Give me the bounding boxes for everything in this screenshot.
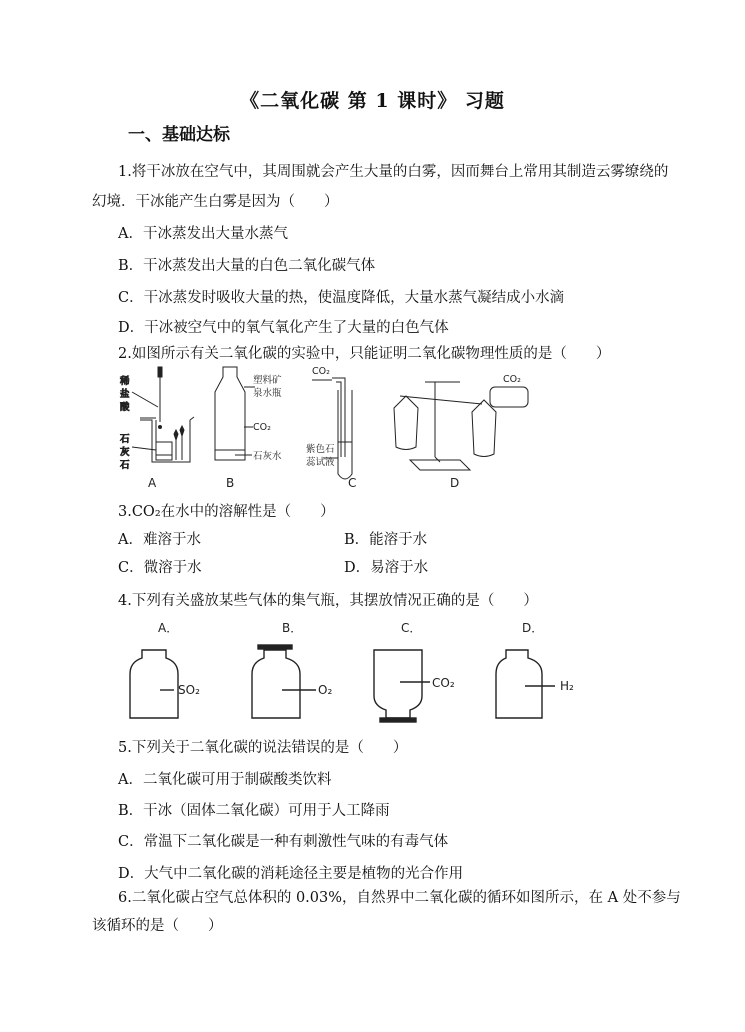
fig-a-label-6: 石 [120,460,130,471]
fig-c-label-2: 紫色石 [306,444,335,455]
bottle-d [496,621,574,718]
question-5-option-d: D．大气中二氧化碳的消耗途径主要是植物的光合作用 [118,866,464,882]
bottle-d-gas-label: H₂ [560,679,574,693]
fig-a-caption: A [148,476,157,490]
figure-a-beaker-apparatus [120,367,194,490]
question-5-text: 5.下列关于二氧化碳的说法错误的是（ ） [118,740,408,756]
fig-b-label-1: 塑料矿 [253,375,282,386]
bottle-b-caption: B． [282,621,303,635]
question-4-figure [120,618,600,728]
question-2-figure [110,362,550,497]
fig-a-label-5: 灰 [120,447,130,458]
bottle-d-caption: D． [522,621,544,635]
question-3-option-d: D．易溶于水 [344,560,429,576]
question-3-option-b: B．能溶于水 [344,532,428,548]
fig-b-label-4: 石灰水 [253,451,282,462]
question-6-text-line1: 6.二氧化碳占空气总体积的 0.03%，自然界中二氧化碳的循环如图所示，在 A 处不参与 [118,890,681,906]
figure-d-balance [394,374,528,490]
question-1-option-a: A．干冰蒸发出大量水蒸气 [118,226,288,242]
fig-c-label-3: 蕊试液 [306,457,335,468]
fig-b-label-3: CO₂ [253,422,271,433]
question-3-option-c: C．微溶于水 [118,560,202,576]
question-3-option-a: A．难溶于水 [118,532,201,548]
question-5-option-a: A．二氧化碳可用于制碳酸类饮料 [118,772,332,788]
question-1-option-b: B．干冰蒸发出大量的白色二氧化碳气体 [118,258,376,274]
bottle-a-gas-label: SO₂ [178,683,200,697]
fig-b-label-2: 泉水瓶 [253,388,282,399]
fig-a-label-4: 石 [120,434,130,445]
question-6-text-line2: 该循环的是（ ） [92,918,223,934]
question-1-option-d: D．干冰被空气中的氧气氧化产生了大量的白色气体 [118,320,449,336]
bottle-b-gas-label: O₂ [318,683,333,697]
bottle-a-caption: A． [158,621,179,635]
bottle-c [374,621,455,722]
bottle-c-gas-label: CO₂ [432,676,455,690]
fig-c-label-1: CO₂ [312,366,330,377]
fig-a-label-1: 稀 [120,376,130,387]
bottle-b [252,621,332,718]
question-1-text-line1: 1.将干冰放在空气中，其周围就会产生大量的白雾，因而舞台上常用其制造云雾缭绕的 [118,164,669,180]
fig-b-caption: B [226,476,235,490]
question-1-option-c: C．干冰蒸发时吸收大量的热，使温度降低，大量水蒸气凝结成小水滴 [118,290,565,306]
question-3-text: 3.CO₂在水中的溶解性是（ ） [118,504,335,520]
page-title: 《二氧化碳 第 1 课时》 习题 [240,90,505,112]
figure-b-plastic-bottle [215,367,282,490]
question-5-option-b: B．干冰（固体二氧化碳）可用于人工降雨 [118,803,390,819]
question-4-text: 4.下列有关盛放某些气体的集气瓶，其摆放情况正确的是（ ） [118,593,538,609]
question-2-text: 2.如图所示有关二氧化碳的实验中，只能证明二氧化碳物理性质的是（ ） [118,346,611,362]
fig-a-label-3: 酸 [120,402,130,413]
fig-d-caption: D [450,476,460,490]
figure-c-test-tube [306,366,356,490]
fig-d-label-1: CO₂ [503,374,521,385]
question-5-option-c: C．常温下二氧化碳是一种有刺激性气味的有毒气体 [118,834,449,850]
section-heading: 一、基础达标 [128,125,230,145]
bottle-c-caption: C． [401,621,422,635]
fig-a-label-2: 盐 [120,389,130,400]
question-1-text-line2: 幻境．干冰能产生白雾是因为（ ） [92,194,339,210]
bottle-a [130,621,200,718]
fig-c-caption: C [348,476,357,490]
